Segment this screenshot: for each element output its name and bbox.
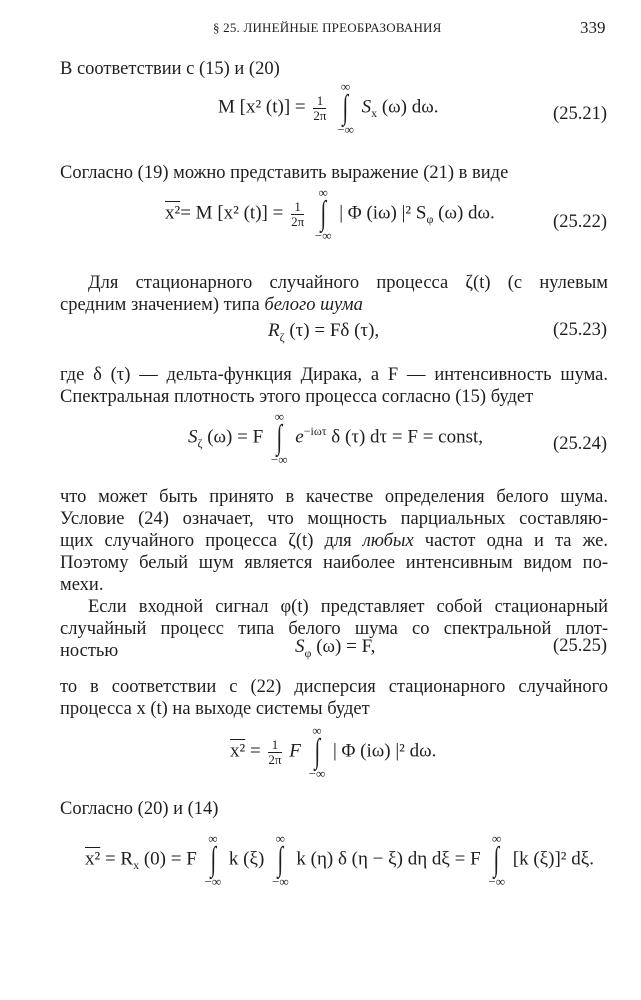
paragraph-7-line-2: процесса x (t) на выходе системы будет: [60, 699, 370, 719]
running-header: § 25. ЛИНЕЙНЫЕ ПРЕОБРАЗОВАНИЯ: [213, 20, 442, 35]
integral-symbol: ∞ ∫ −∞: [337, 79, 354, 137]
equation-25-25: $S_\varphi$ (ω) = F,: [295, 636, 376, 660]
paragraph-2: Согласно (19) можно представить выражение (21) в виде: [60, 163, 509, 183]
equation-spectral-integral: $x^2 = R_x$ (0) = F ∞ ∫ −∞ k (ξ) ∞ ∫ −∞ k (η) δ (η − ξ) dη dξ = F ∞ ∫ −∞ [k (ξ)]² dξ.: [85, 831, 594, 889]
integral-symbol: ∞ ∫ −∞: [314, 185, 332, 243]
integral-symbol: ∞ ∫ −∞: [488, 831, 505, 889]
integral-symbol: ∞ ∫ −∞: [272, 831, 289, 889]
paragraph-6-line-1: Если входной сигнал φ(t) представляет собой стационарный: [88, 597, 608, 617]
equation-25-23: $R_\zeta$ (τ) = Fδ (τ),: [268, 320, 380, 344]
paragraph-5-line-1: что может быть принято в качестве определения белого шума.: [60, 487, 608, 507]
equation-25-21: M [x² (t)] = $\frac{1}{2\pi}$ ∞ ∫ −∞ $S_x$ (ω) dω.: [218, 79, 439, 137]
integral-symbol: ∞ ∫ −∞: [204, 831, 222, 889]
paragraph-5-line-2: Условие (24) означает, что мощность парциальных составляю-: [60, 509, 608, 529]
fraction: $\frac{1}{2\pi}$: [313, 92, 327, 123]
equation-number-25-25: (25.25): [553, 636, 607, 656]
integral-symbol: ∞ ∫ −∞: [308, 723, 326, 781]
equation-25-22: x²= M [x² (t)] = $\frac{1}{2\pi}$ ∞ ∫ −∞ | Φ (iω) |² $S_\varphi$ (ω) dω.: [165, 185, 495, 243]
equation-number-25-23: (25.23): [553, 320, 607, 340]
paragraph-6-line-2: случайный процесс типа белого шума со спектральной плот-: [60, 619, 608, 639]
paragraph-4-line-2: Спектральная плотность этого процесса согласно (15) будет: [60, 387, 534, 407]
paragraph-5-line-4: Поэтому белый шум является наиболее интенсивным видом по-: [60, 553, 608, 573]
fraction: $\frac{1}{2\pi}$: [291, 198, 305, 229]
paragraph-5-line-3: щих случайного процесса ζ(t) для любых частот одна и та же.: [60, 531, 609, 551]
paragraph-3-line-2: средним значением) типа белого шума: [60, 295, 363, 315]
paragraph-8: Согласно (20) и (14): [60, 799, 219, 819]
equation-25-24: $S_\zeta$ (ω) = F ∞ ∫ −∞ $e^{-i\omega\tau}$ δ (τ) dτ = F = const,: [188, 409, 484, 467]
page-number: 339: [580, 18, 606, 37]
paragraph-3-line-1: Для стационарного случайного процесса ζ(t) (с нулевым: [88, 273, 608, 293]
paragraph-7-line-1: то в соответствии с (22) дисперсия стационарного случайного: [60, 677, 608, 697]
equation-number-25-21: (25.21): [553, 104, 607, 124]
fraction: $\frac{1}{2\pi}$: [268, 736, 282, 767]
equation-number-25-24: (25.24): [553, 434, 607, 454]
eq21-lhs: M [x² (t)] =: [218, 96, 306, 118]
integral-symbol: ∞ ∫ −∞: [270, 409, 288, 467]
paragraph-5-line-5: мехи.: [60, 575, 104, 595]
paragraph-6-line-3: ностью: [60, 641, 119, 661]
paragraph-4-line-1: где δ (τ) — дельта-функция Дирака, а F — интенсивность шума.: [60, 365, 608, 385]
equation-number-25-22: (25.22): [553, 212, 607, 232]
equation-dispersion: x² = $\frac{1}{2\pi}$ F ∞ ∫ −∞ | Φ (iω) |² dω.: [230, 723, 437, 781]
paragraph-1: В соответствии с (15) и (20): [60, 59, 280, 79]
